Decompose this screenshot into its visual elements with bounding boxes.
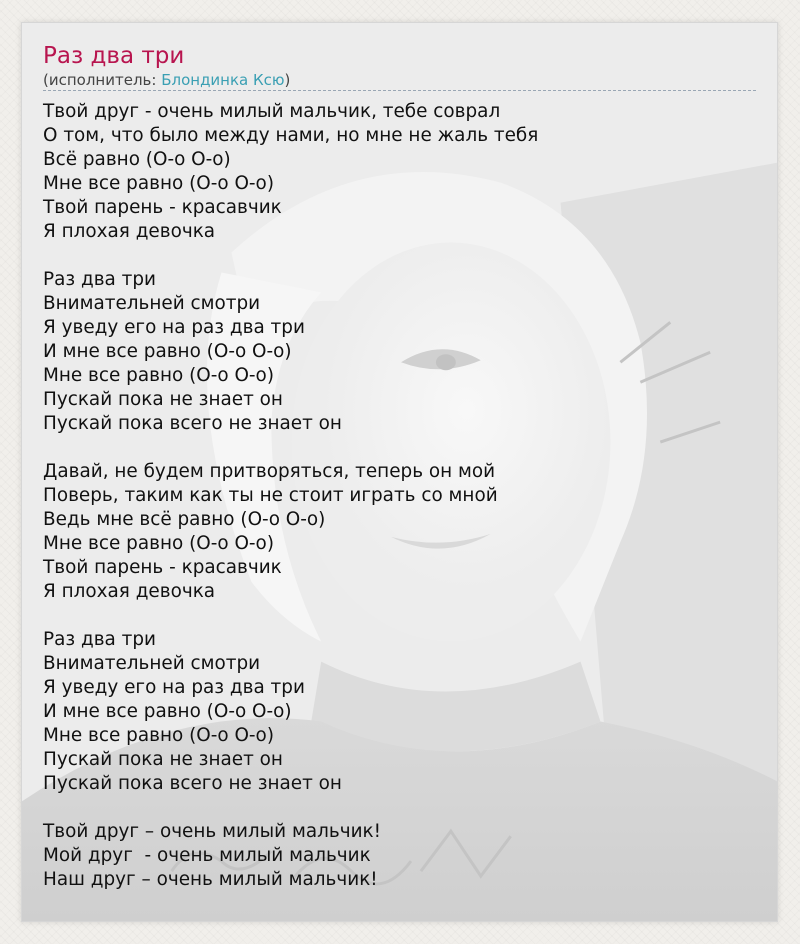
lyric-line: Я уведу его на раз два три [43, 677, 305, 698]
lyric-line: Наш друг – очень милый мальчик! [43, 869, 378, 890]
lyric-line: О том, что было между нами, но мне не жаль тебя [43, 125, 539, 146]
artist-link[interactable]: Блондинка Ксю [161, 71, 285, 89]
lyric-line [43, 244, 538, 268]
lyric-line: Поверь, таким как ты не стоит играть со мной [43, 485, 498, 506]
lyric-line: Пускай пока не знает он [43, 389, 283, 410]
lyric-line: И мне все равно (О-о О-о) [43, 341, 292, 362]
lyric-line: Раз два три [43, 629, 156, 650]
lyric-line: Мне все равно (О-о О-о) [43, 365, 274, 386]
lyric-line: Мне все равно (О-о О-о) [43, 533, 274, 554]
lyric-line: Мне все равно (О-о О-о) [43, 725, 274, 746]
lyric-line: Давай, не будем притворяться, теперь он мой [43, 461, 496, 482]
lyric-line [43, 796, 538, 820]
lyric-line: Я уведу его на раз два три [43, 317, 305, 338]
lyric-line: Пускай пока всего не знает он [43, 773, 342, 794]
artist-line [43, 70, 290, 90]
lyric-line: И мне все равно (О-о О-о) [43, 701, 292, 722]
lyric-line [43, 604, 538, 628]
song-title: Раз два три [43, 43, 185, 69]
lyric-line: Внимательней смотри [43, 293, 261, 314]
lyric-line [43, 436, 538, 460]
lyric-line: Твой друг – очень милый мальчик! [43, 821, 382, 842]
lyrics-card [21, 22, 778, 922]
lyric-line: Мой друг - очень милый мальчик [43, 845, 371, 866]
lyric-line: Пускай пока всего не знает он [43, 413, 342, 434]
lyric-line: Всё равно (О-о О-о) [43, 149, 231, 170]
lyric-line: Внимательней смотри [43, 653, 261, 674]
lyric-line: Твой друг - очень милый мальчик, тебе соврал [43, 101, 501, 122]
lyric-line: Твой парень - красавчик [43, 557, 282, 578]
lyric-line: Я плохая девочка [43, 581, 216, 602]
artist-suffix: ) [284, 71, 291, 89]
lyric-line: Пускай пока не знает он [43, 749, 283, 770]
lyric-line: Ведь мне всё равно (О-о О-о) [43, 509, 326, 530]
lyric-line: Мне все равно (О-о О-о) [43, 173, 274, 194]
lyrics-content [22, 23, 777, 921]
header-divider [43, 90, 756, 91]
artist-prefix: (исполнитель: [43, 71, 162, 89]
lyric-line: Твой парень - красавчик [43, 197, 282, 218]
lyric-line: Раз два три [43, 269, 156, 290]
lyric-line: Я плохая девочка [43, 221, 216, 242]
lyrics-text [43, 100, 538, 892]
